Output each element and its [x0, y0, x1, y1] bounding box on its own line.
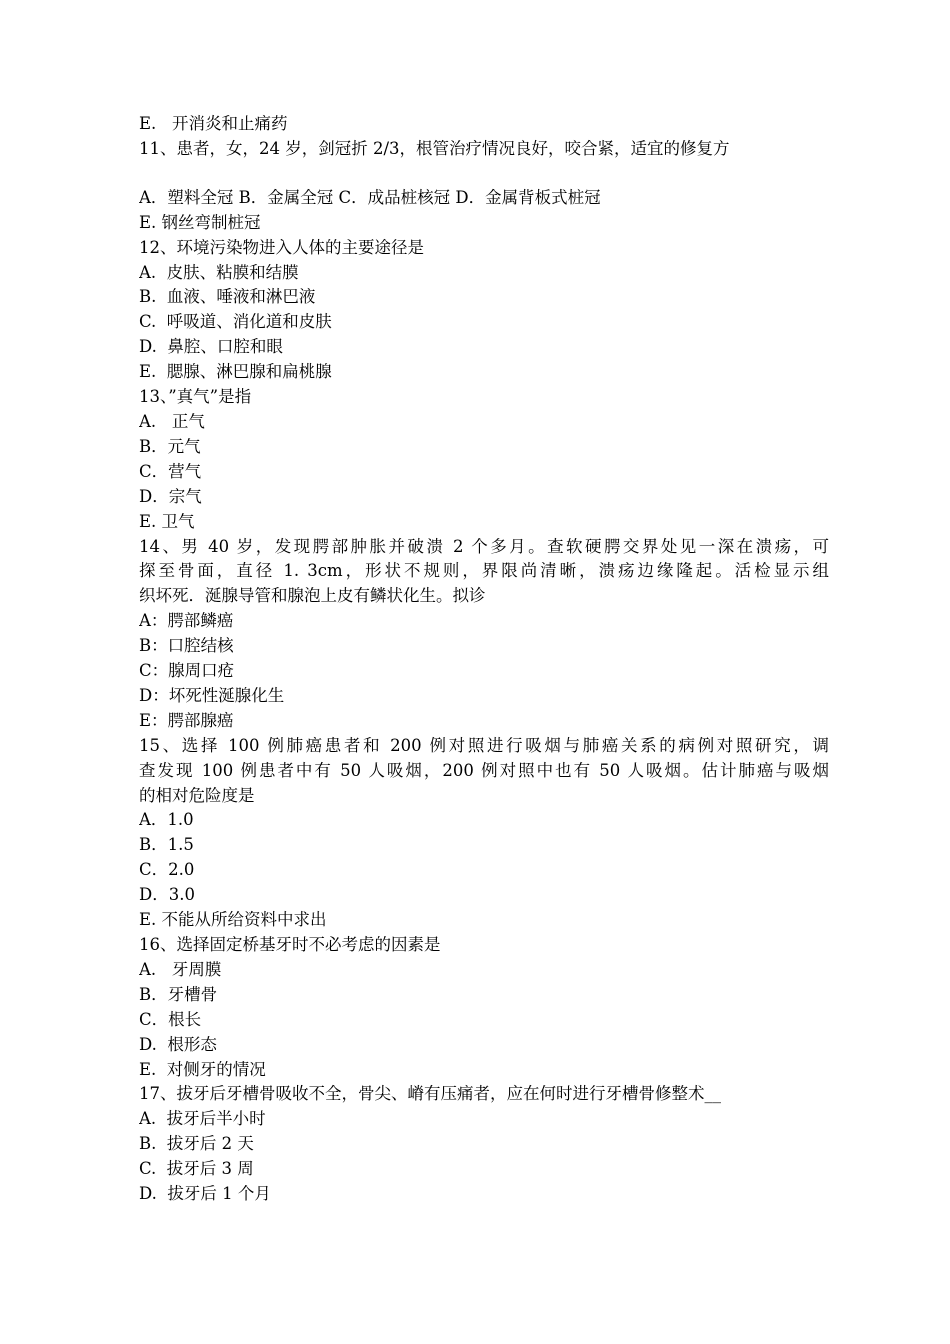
option-a: A：腭部鳞癌	[139, 611, 234, 631]
document-body	[139, 112, 829, 1207]
option-e: E. 钢丝弯制桩冠	[139, 212, 261, 232]
option-b: B. 血液、唾液和淋巴液	[139, 287, 316, 307]
question-15-line-3: 的相对危险度是	[139, 785, 255, 805]
question-14-line-3: 织坏死．涎腺导管和腺泡上皮有鳞状化生。拟诊	[139, 586, 486, 606]
question-14-line-1: 14、男 40 岁，发现腭部肿胀并破溃 2 个多月。查软硬腭交界处见一深在溃疡，可	[139, 536, 829, 556]
option-b: B．1.5	[139, 835, 194, 855]
option-c: C．营气	[139, 461, 202, 481]
option-e: E. 卫气	[139, 511, 195, 531]
option-d: D. 鼻腔、口腔和眼	[139, 337, 283, 357]
option-a: A. 皮肤、粘膜和结膜	[139, 262, 299, 282]
option-b: B．元气	[139, 436, 201, 456]
question-13: 13、”真气”是指	[139, 387, 252, 407]
question-15-line-2: 查发现 100 例患者中有 50 人吸烟，200 例对照中也有 50 人吸烟。估计肺癌与吸烟	[139, 760, 829, 780]
option-c: C：腺周口疮	[139, 661, 235, 681]
question-17: 17、拔牙后牙槽骨吸收不全，骨尖、嵴有压痛者，应在何时进行牙槽骨修整术__	[139, 1084, 721, 1104]
question-16: 16、选择固定桥基牙时不必考虑的因素是	[139, 935, 441, 954]
question-15-line-1: 15、选择 100 例肺癌患者和 200 例对照进行吸烟与肺癌关系的病例对照研究，调	[139, 735, 829, 755]
question-11: 11、患者，女，24 岁，剑冠折 2/3，根管治疗情况良好，咬合紧，适宜的修复方	[139, 138, 730, 158]
option-d: D. 拔牙后 1 个月	[139, 1184, 271, 1204]
option-c: C．根长	[139, 1009, 202, 1029]
option-c: C. 拔牙后 3 周	[139, 1159, 254, 1179]
question-14-line-2: 探至骨面，直径 1. 3cm，形状不规则，界限尚清晰，溃疡边缘隆起。活检显示组	[139, 561, 829, 581]
option-c: C. 呼吸道、消化道和皮肤	[139, 312, 332, 332]
option-c: C．2.0	[139, 860, 195, 880]
option-d: D：坏死性涎腺化生	[139, 685, 285, 705]
question-12: 12、环境污染物进入人体的主要途径是	[139, 237, 424, 257]
option-d: D. 根形态	[139, 1034, 217, 1054]
option-e: E：腭部腺癌	[139, 710, 234, 730]
option-b: B．牙槽骨	[139, 984, 218, 1004]
option-a: A. 正气	[139, 411, 205, 431]
option-b: B：口腔结核	[139, 636, 234, 656]
option-b: B. 拔牙后 2 天	[139, 1134, 254, 1154]
option-e: E. 腮腺、淋巴腺和扁桃腺	[139, 362, 332, 382]
option-e: E. 不能从所给资料中求出	[139, 910, 327, 930]
option-a: A. 牙周膜	[139, 959, 222, 979]
option-e: E. 对侧牙的情况	[139, 1059, 266, 1079]
options-a-d-inline: A．塑料全冠 B．金属全冠 C．成品桩核冠 D．金属背板式桩冠	[139, 187, 601, 207]
option-e: E. 开消炎和止痛药	[139, 114, 288, 133]
blank-line	[139, 162, 829, 186]
option-d: D．3.0	[139, 885, 195, 905]
option-d: D．宗气	[139, 486, 202, 506]
option-a: A．1.0	[139, 810, 194, 830]
option-a: A. 拔牙后半小时	[139, 1109, 266, 1129]
